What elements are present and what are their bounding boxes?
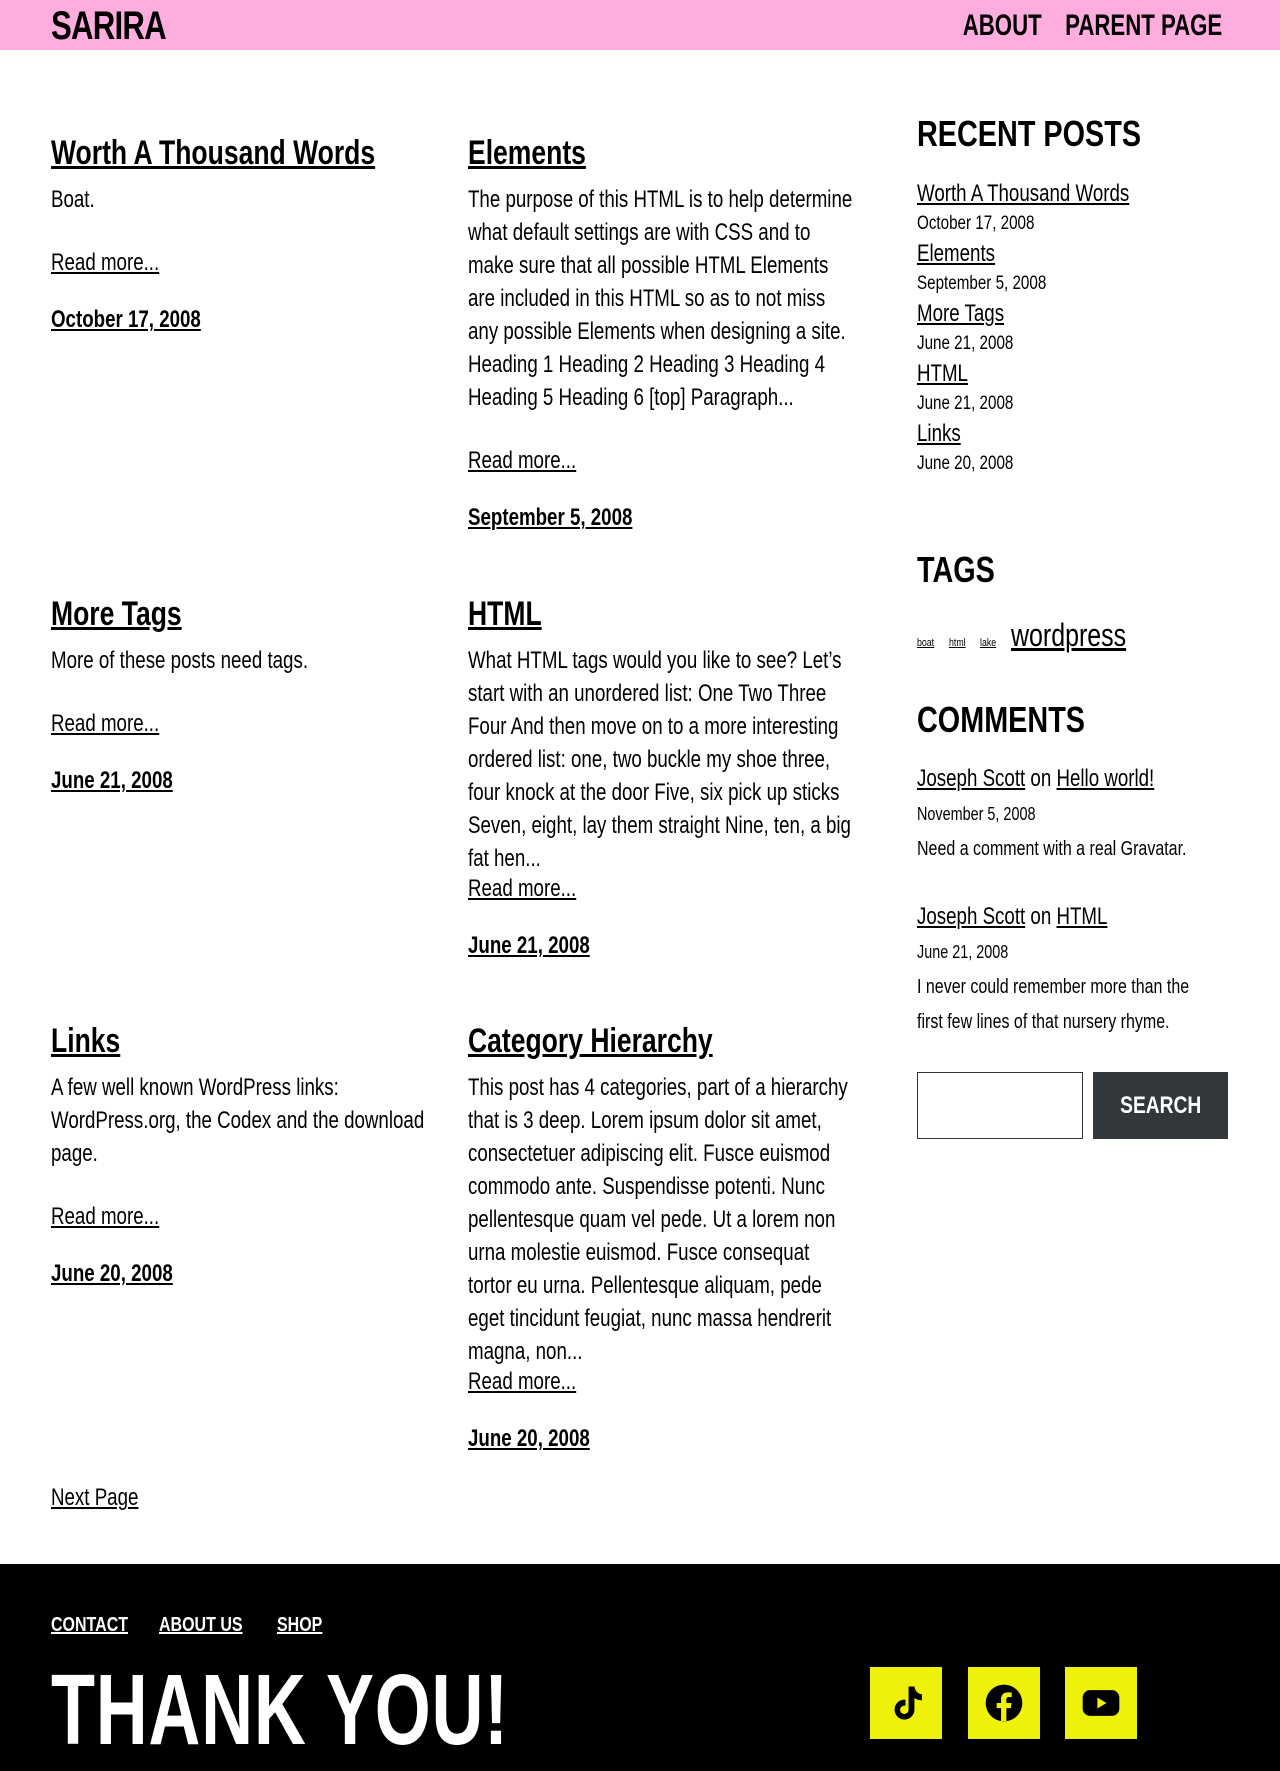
post-card [468,1021,868,1452]
post-excerpt: More of these posts need tags. [51,647,309,674]
post-card [51,133,451,333]
comment-date: November 5, 2008 [917,804,1036,824]
tag-link-boat[interactable]: boat [917,637,935,649]
post-title-link[interactable]: Links [51,1022,121,1060]
recent-post-date: September 5, 2008 [917,273,1047,294]
tag-link-lake[interactable]: lake [980,637,997,649]
recent-post-item [917,240,1079,296]
post-card [51,1021,451,1287]
recent-post-item [917,360,1037,416]
footer-about-us-link[interactable]: ABOUT US [159,1614,243,1636]
comments-heading: COMMENTS [917,699,1085,740]
read-more-link[interactable]: Read more... [51,710,160,737]
post-excerpt: This post has 4 categories, part of a hierarchy that is 3 deep. Lorem ipsum dolor sit amet, consectetuer adipiscing elit. Fusce euismod commodo ante. Suspendisse potenti. Nunc pellentesque quam vel pede. Ut a lorem non urna molestie euismod. Fusce consequat tortor eu urna. Pellentesque aliquam, pede eget tincidunt feugiat, nunc massa hendrerit magna, non... [468,1074,848,1365]
facebook-icon [982,1681,1026,1725]
comment-date: June 21, 2008 [917,942,1009,962]
recent-post-link[interactable]: More Tags [917,300,1005,327]
nav-parent-page-link[interactable]: PARENT PAGE [1064,9,1222,42]
read-more-link[interactable]: Read more... [468,447,577,474]
post-card [51,594,451,794]
post-date-link[interactable]: June 21, 2008 [51,767,173,794]
recent-post-date: June 21, 2008 [917,333,1014,354]
comment-author-link[interactable]: Joseph Scott [917,903,1026,930]
youtube-icon [1079,1681,1123,1725]
tag-link-html[interactable]: html [948,637,966,649]
next-page-link[interactable]: Next Page [51,1484,139,1511]
recent-post-item [917,180,1189,236]
recent-post-link[interactable]: Worth A Thousand Words [917,180,1130,207]
site-title-link[interactable]: SARIRA [51,4,166,48]
post-date-link[interactable]: September 5, 2008 [468,504,633,531]
read-more-link[interactable]: Read more... [468,1368,577,1395]
post-card [468,594,868,959]
post-excerpt: A few well known WordPress links: WordPress.org, the Codex and the download page. [51,1074,425,1167]
thank-you-heading: THANK YOU! [51,1654,509,1766]
comment-on-text: on [1030,903,1052,930]
tiktok-icon [884,1681,928,1725]
comment-item [917,902,1280,1040]
post-date-link[interactable]: June 20, 2008 [51,1260,173,1287]
search-button[interactable] [1093,1072,1228,1139]
post-date-link[interactable]: October 17, 2008 [51,306,201,333]
post-title-link[interactable]: Category Hierarchy [468,1022,713,1060]
recent-posts-heading: RECENT POSTS [917,113,1142,154]
read-more-link[interactable]: Read more... [51,249,160,276]
post-title-link[interactable]: More Tags [51,595,182,633]
facebook-link[interactable] [968,1667,1040,1739]
main-nav [935,9,1222,43]
post-excerpt: Boat. [51,186,95,213]
youtube-link[interactable] [1065,1667,1137,1739]
nav-about-link[interactable]: ABOUT [962,9,1042,42]
recent-post-date: October 17, 2008 [917,213,1035,234]
comment-header [917,764,1154,794]
search-button-label: SEARCH [1119,1091,1202,1119]
recent-post-link[interactable]: Elements [917,240,996,267]
recent-post-date: June 20, 2008 [917,453,1014,474]
tiktok-link[interactable] [870,1667,942,1739]
comment-author-link[interactable]: Joseph Scott [917,765,1026,792]
post-card [468,133,868,531]
comment-header [917,902,1107,932]
recent-post-link[interactable]: Links [917,420,961,447]
recent-post-link[interactable]: HTML [917,360,968,387]
post-excerpt: What HTML tags would you like to see? Let’s start with an unordered list: One Two Three Four And then move on to a more interesting ordered list: one, two buckle my shoe three, four knock at the door Five, six pick up sticks Seven, eight, lay them straight Nine, ten, a big fat hen... [468,647,851,872]
comment-item [917,764,1280,867]
comment-text: Need a comment with a real Gravatar. [917,838,1187,860]
site-footer [0,1564,1280,1771]
footer-contact-link[interactable]: CONTACT [51,1614,129,1636]
tag-link-wordpress[interactable]: wordpress [1010,617,1126,653]
footer-shop-link[interactable]: SHOP [277,1614,323,1636]
comment-post-link[interactable]: Hello world! [1056,765,1155,792]
site-header [0,0,1280,50]
post-title-link[interactable]: HTML [468,595,542,633]
recent-post-item [917,300,1037,356]
post-excerpt: The purpose of this HTML is to help determine what default settings are with CSS and to make sure that all possible HTML Elements are included in this HTML so as to not miss any possible Elements when designing a site. Heading 1 Heading 2 Heading 3 Heading 4 Heading 5 Heading 6 [top] Paragraph... [468,186,853,411]
post-title-link[interactable]: Worth A Thousand Words [51,134,376,172]
post-date-link[interactable]: June 21, 2008 [468,932,590,959]
tag-cloud [917,617,1158,654]
tags-heading: TAGS [917,549,995,590]
post-title-link[interactable]: Elements [468,134,586,172]
recent-post-item [917,420,1037,476]
comment-on-text: on [1030,765,1052,792]
read-more-link[interactable]: Read more... [468,875,577,902]
sidebar [917,112,1237,1119]
recent-post-date: June 21, 2008 [917,393,1014,414]
read-more-link[interactable]: Read more... [51,1203,160,1230]
comment-text: I never could remember more than the first few lines of that nursery rhyme. [917,976,1190,1033]
search-input[interactable] [917,1072,1083,1139]
comment-post-link[interactable]: HTML [1056,903,1108,930]
post-date-link[interactable]: June 20, 2008 [468,1425,590,1452]
